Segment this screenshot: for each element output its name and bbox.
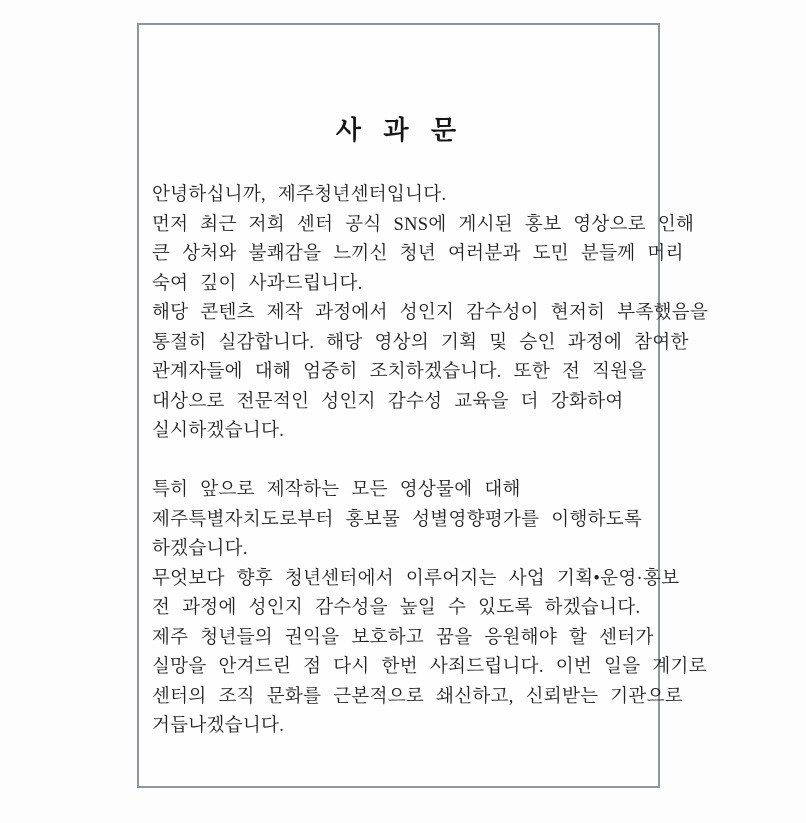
text-line: 숙여 깊이 사과드립니다. <box>152 273 363 294</box>
text-line: 실망을 안겨드린 점 다시 한번 사죄드립니다. 이번 일을 계기로 <box>152 657 707 677</box>
text-line: 대상으로 전문적인 성인지 감수성 교육을 더 강화하여 <box>152 391 624 412</box>
text-line: 센터의 조직 문화를 근본적으로 쇄신하고, 신뢰받는 기관으로 <box>152 686 683 707</box>
text-line: 제주특별자치도로부터 홍보물 성별영향평가를 이행하도록 <box>152 509 643 530</box>
text-line: 하겠습니다. <box>152 539 248 559</box>
text-line: 무엇보다 향후 청년센터에서 이루어지는 사업 기획•운영·홍보 <box>152 568 680 589</box>
text-line: 안녕하십니까, 제주청년센터입니다. <box>152 185 447 205</box>
text-line: 제주 청년들의 권익을 보호하고 꿈을 응원해야 할 센터가 <box>152 627 654 648</box>
text-line: 전 과정에 성인지 감수성을 높일 수 있도록 하겠습니다. <box>152 598 641 618</box>
text-line: 특히 앞으로 제작하는 모든 영상물에 대해 <box>152 480 521 500</box>
text-line: 관계자들에 대해 엄중히 조치하겠습니다. 또한 전 직원을 <box>152 362 647 382</box>
text-line: 실시하겠습니다. <box>152 421 285 441</box>
text-line: 통절히 실감합니다. 해당 영상의 기획 및 승인 과정에 참여한 <box>152 332 689 353</box>
text-line: 해당 콘텐츠 제작 과정에서 성인지 감수성이 현저히 부족했음을 <box>152 303 709 323</box>
text-line: 큰 상처와 불쾌감을 느끼신 청년 여러분과 도민 분들께 머리 <box>152 244 684 264</box>
blank-line <box>152 447 648 477</box>
document-title: 사 과 문 <box>335 116 465 145</box>
apology-document <box>137 23 709 788</box>
text-line: 거듭나겠습니다. <box>152 716 285 736</box>
text-line: 먼저 최근 저희 센터 공식 SNS에 게시된 홍보 영상으로 인해 <box>152 214 695 235</box>
document-body <box>152 181 709 742</box>
document-inner <box>139 25 709 786</box>
